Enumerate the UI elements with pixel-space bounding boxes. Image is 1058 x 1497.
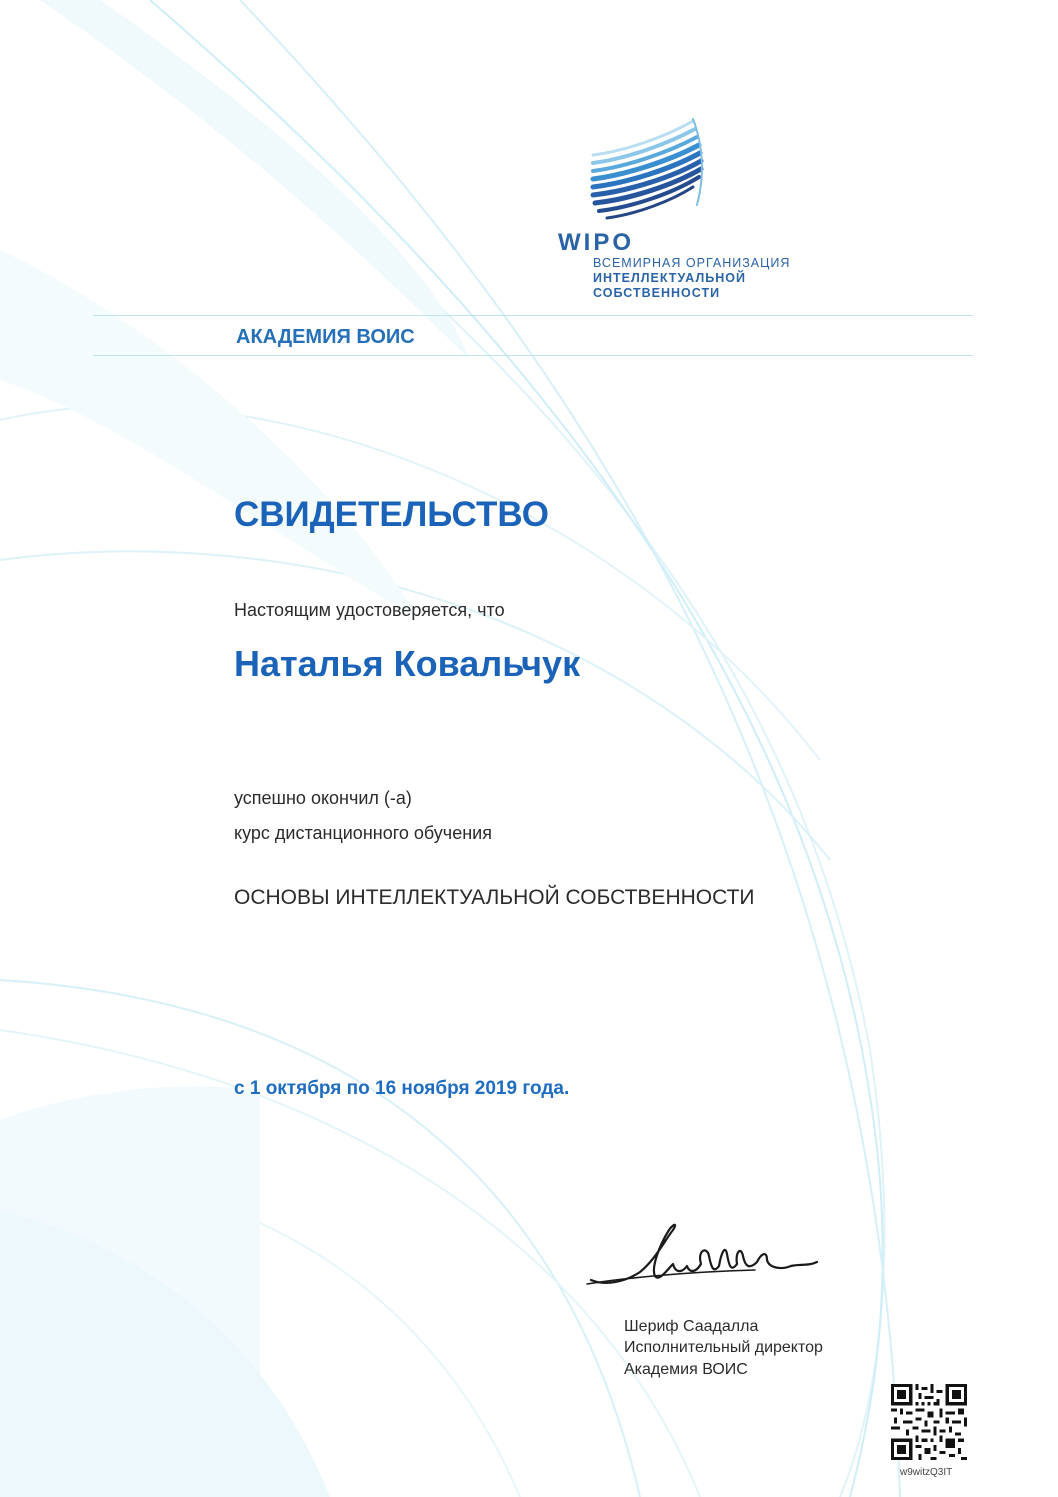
wipo-globe-icon — [585, 115, 715, 230]
header-rule-top — [93, 315, 973, 316]
signatory-position: Исполнительный директор — [624, 1339, 823, 1356]
academy-header: АКАДЕМИЯ ВОИС — [236, 326, 415, 348]
verification-code: w9witzQ3IT — [900, 1467, 953, 1478]
certificate-intro: Настоящим удостоверяется, что — [234, 600, 505, 620]
certificate-title: СВИДЕТЕЛЬСТВО — [234, 495, 549, 534]
completion-line-1: успешно окончил (-а) — [234, 788, 412, 808]
signatory-name: Шериф Саадалла — [624, 1318, 759, 1335]
wipo-logo — [545, 115, 835, 305]
logo-name-line-1: ВСЕМИРНАЯ ОРГАНИЗАЦИЯ — [593, 256, 791, 270]
course-period: с 1 октября по 16 ноября 2019 года. — [234, 1078, 570, 1099]
signatory-organization: Академия ВОИС — [624, 1361, 748, 1378]
logo-name-line-2: ИНТЕЛЛЕКТУАЛЬНОЙ — [593, 271, 746, 285]
completion-line-2: курс дистанционного обучения — [234, 823, 492, 843]
qr-code-icon[interactable] — [891, 1384, 967, 1460]
recipient-name: Наталья Ковальчук — [234, 643, 581, 684]
signature-image — [585, 1220, 825, 1295]
logo-wordmark: WIPO — [558, 229, 634, 256]
header-rule-bottom — [93, 355, 973, 356]
course-title: ОСНОВЫ ИНТЕЛЛЕКТУАЛЬНОЙ СОБСТВЕННОСТИ — [234, 886, 755, 909]
logo-name-line-3: СОБСТВЕННОСТИ — [593, 286, 721, 300]
